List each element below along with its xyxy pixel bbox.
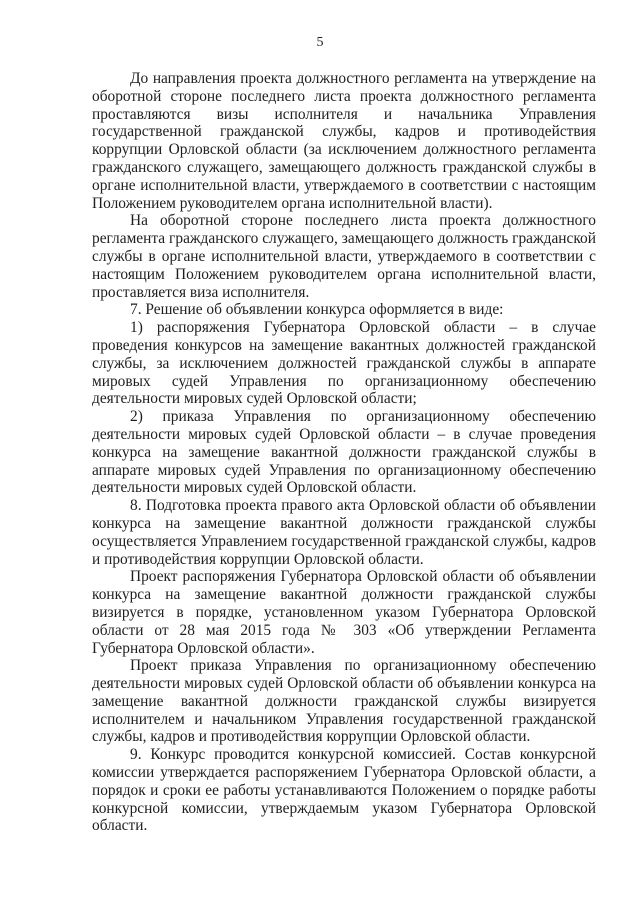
paragraph-item-8: 8. Подготовка проекта правого акта Орловской области об объявлении конкурса на замещение вакантной должности гражданской службы осуществляется Управлением государственной гражданской службы, кадров и противодействия коррупции Орловской области. — [92, 497, 596, 568]
paragraph-governor-order: Проект распоряжения Губернатора Орловской области об объявлении конкурса на замещение вакантной должности гражданской службы визируется в порядке, установленном указом Губернатора Орловской области от 28 мая 2015 года № 303 «Об утверждении Регламента Губернатора Орловской области». — [92, 568, 596, 657]
paragraph-item-7-2: 2) приказа Управления по организационному обеспечению деятельности мировых судей Орловской области – в случае проведения конкурса на замещение вакантной должности гражданской службы в аппарате мировых судей Управления по организационному обеспечению деятельности мировых судей Орловской области. — [92, 408, 596, 497]
paragraph-item-7-1: 1) распоряжения Губернатора Орловской области – в случае проведения конкурсов на замещение вакантных должностей гражданской службы, за исключением должностей гражданской службы в аппарате мировых судей Управления по организационному обеспечению деятельности мировых судей Орловской области; — [92, 319, 596, 408]
paragraph-visa-executor: На оборотной стороне последнего листа проекта должностного регламента гражданского служащего, замещающего должность гражданской службы в органе исполнительной власти, утверждаемого в соответствии с настоящим Положением руководителем органа исполнительной власти, проставляется виза исполнителя. — [92, 212, 596, 301]
paragraph-department-order: Проект приказа Управления по организационному обеспечению деятельности мировых судей Орловской области об объявлении конкурса на замещение вакантной должности гражданской службы визируется исполнителем и начальником Управления государственной гражданской службы, кадров и противодействия коррупции Орловской области. — [92, 657, 596, 746]
document-body — [92, 70, 596, 835]
paragraph-item-9: 9. Конкурс проводится конкурсной комиссией. Состав конкурсной комиссии утверждается распоряжением Губернатора Орловской области, а порядок и сроки ее работы устанавливаются Положением о порядке работы конкурсной комиссии, утверждаемым указом Губернатора Орловской области. — [92, 746, 596, 835]
page-number: 5 — [316, 35, 324, 50]
paragraph-item-7: 7. Решение об объявлении конкурса оформляется в виде: — [130, 301, 504, 319]
paragraph-visas: До направления проекта должностного регламента на утверждение на оборотной стороне последнего листа проекта должностного регламента проставляются визы исполнителя и начальника Управления государственной гражданской службы, кадров и противодействия коррупции Орловской области (за исключением должностного регламента гражданского служащего, замещающего должность гражданской службы в органе исполнительной власти, утверждаемого в соответствии с настоящим Положением руководителем органа исполнительной власти). — [92, 70, 596, 212]
